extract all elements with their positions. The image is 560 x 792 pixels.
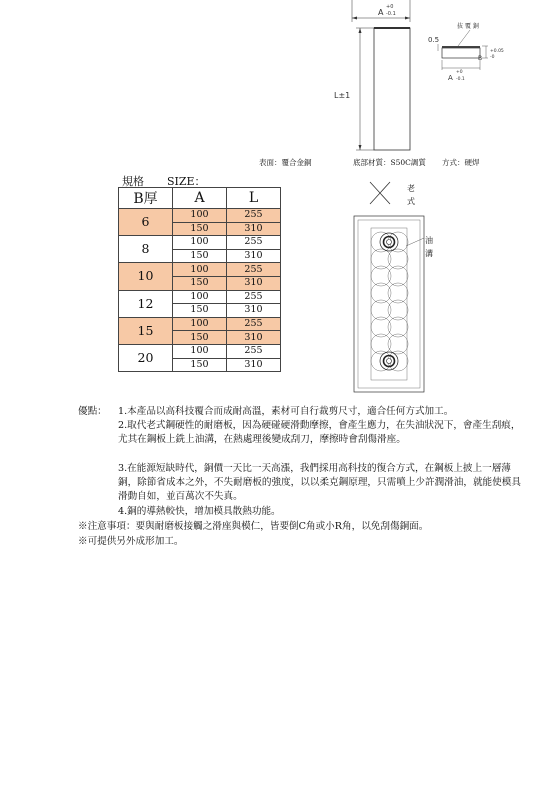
- note-extra-forming: ※可提供另外成形加工。: [78, 536, 184, 547]
- svg-text:A: A: [448, 74, 453, 82]
- svg-text:-0: -0: [490, 55, 495, 60]
- old-style-label-1: 老: [407, 184, 415, 193]
- table-row: 6 100 255: [119, 209, 281, 223]
- table-row: 20 100 255: [119, 344, 281, 358]
- table-row: 10 100 255: [119, 263, 281, 277]
- table-row: 15 100 255: [119, 317, 281, 331]
- groove-label-1: 油: [425, 236, 433, 245]
- table-row: 150 310: [119, 249, 281, 263]
- header-a: A: [173, 188, 227, 209]
- b-thickness: 10: [119, 263, 173, 290]
- caption-surface: 表面：覆合金銅: [259, 158, 312, 167]
- advantage-item-1: 1.本產品以高科技覆合而成耐高溫，素材可自行裁剪尺寸，適合任何方式加工。: [118, 406, 454, 417]
- header-l: L: [227, 188, 281, 209]
- caption-base: 底部材質：S50C調質: [353, 158, 426, 167]
- table-row: 12 100 255: [119, 290, 281, 304]
- table-row: 150 310: [119, 222, 281, 236]
- advantage-item-4: 4.銅的導熱較快，增加模具散熱功能。: [118, 506, 281, 517]
- table-row: 150 310: [119, 304, 281, 318]
- advantage-item-2: 2.取代老式鋼硬性的耐磨板，因為硬碰硬滑動摩擦，會產生應力，在失油狀況下，會產生刮痕，尤其在鋼板上銑上油溝，在熱處理後變成刮刀，摩擦時會刮傷滑座。: [118, 420, 521, 446]
- b-thickness: 8: [119, 236, 173, 263]
- dim-top-label: A: [378, 8, 384, 17]
- plate-outline: [374, 28, 410, 150]
- advantage-item-3: 3.在能源短缺時代，銅價一天比一天高漲，我們採用高科技的復合方式，在鋼板上披上一層薄銅，除節省成本之外，不失耐磨板的強度，以以柔克鋼原理，只需噴上少許潤滑油，就能使模具滑動自如，並百萬次不失真。: [118, 463, 521, 503]
- table-row: 150 310: [119, 358, 281, 372]
- old-style-label-2: 式: [407, 197, 415, 206]
- table-row: 8 100 255: [119, 236, 281, 250]
- table-title-size: SIZE：: [167, 175, 206, 188]
- table-row: 150 310: [119, 331, 281, 345]
- old-style-plate-drawing: [340, 180, 450, 400]
- header-b: B厚: [119, 188, 173, 209]
- b-thickness: 12: [119, 290, 173, 317]
- b-thickness: 15: [119, 317, 173, 344]
- plate-drawing: [330, 0, 530, 165]
- table-row: 150 310: [119, 276, 281, 290]
- note-caution: ※注意事項：要與耐磨板接觸之滑座與模仁，皆要倒C角或小R角，以免刮傷銅面。: [78, 521, 429, 532]
- b-thickness: 6: [119, 209, 173, 236]
- caption-method: 方式：硬焊: [442, 158, 480, 167]
- b-thickness: 20: [119, 344, 173, 371]
- svg-text:-0.1: -0.1: [456, 77, 465, 82]
- table-title-spec: 規格: [122, 175, 144, 188]
- advantages-label: 優點：: [78, 406, 107, 417]
- svg-text:-0.1: -0.1: [386, 11, 396, 17]
- detail-label: 抜 覆 銅: [457, 23, 479, 30]
- svg-text:+0: +0: [456, 70, 463, 75]
- svg-text:+0: +0: [386, 4, 394, 10]
- svg-text:0.5: 0.5: [428, 36, 440, 44]
- size-table: [118, 187, 281, 372]
- groove-label-2: 溝: [425, 249, 433, 258]
- dim-length-label: L±1: [334, 91, 351, 100]
- svg-text:+0.05: +0.05: [490, 49, 504, 54]
- svg-text:B: B: [478, 55, 483, 62]
